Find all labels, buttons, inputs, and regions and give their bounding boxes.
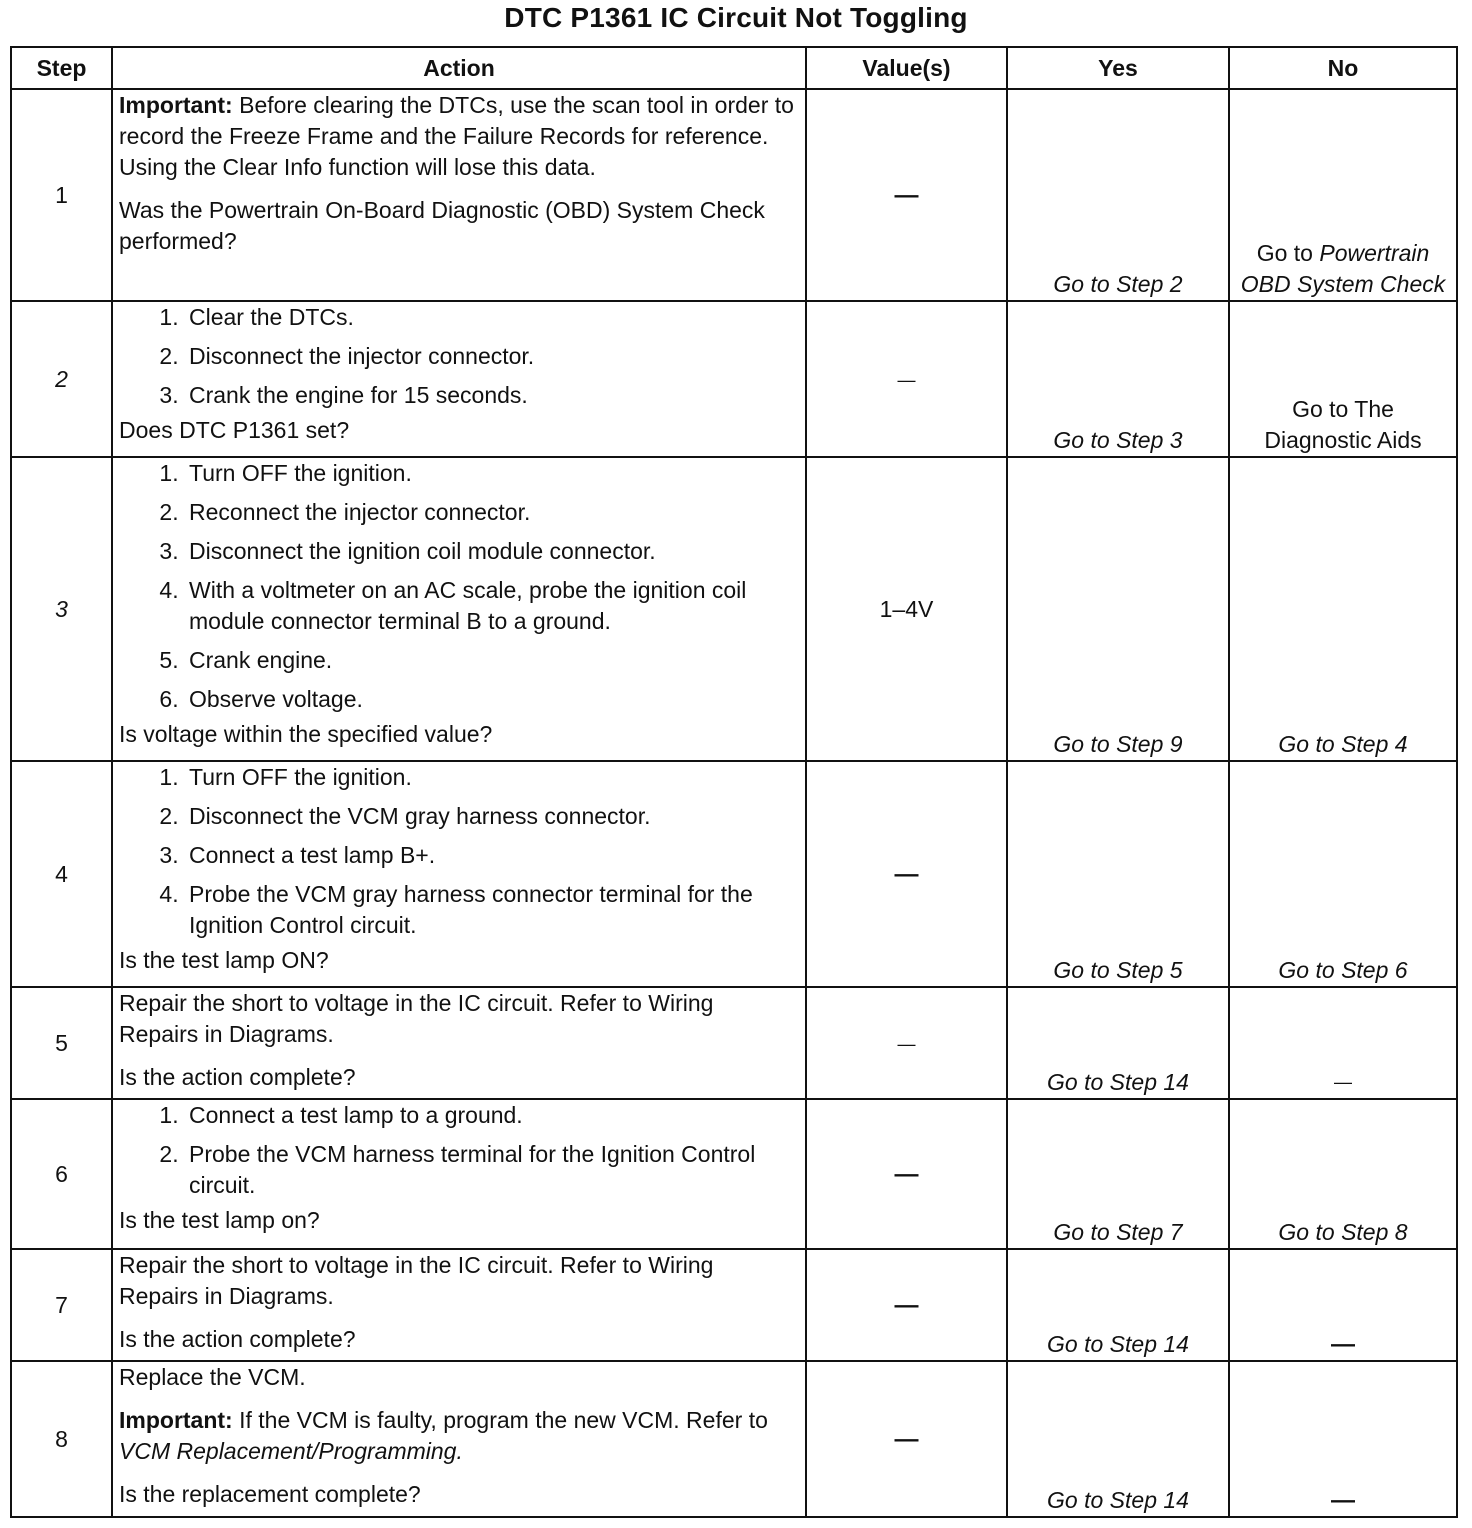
value-cell xyxy=(806,89,1007,301)
no-cell xyxy=(1229,987,1457,1099)
question-text: Was the Powertrain On-Board Diagnostic (OBD) System Check performed? xyxy=(119,197,765,254)
question-text: Is the test lamp ON? xyxy=(119,947,329,973)
procedure-item: 1. Turn OFF the ignition. xyxy=(185,762,799,793)
question-text: Does DTC P1361 set? xyxy=(119,417,350,443)
important-link-text[interactable]: VCM Replacement/Programming. xyxy=(119,1438,463,1464)
procedure-item: 4. With a voltmeter on an AC scale, probe the ignition coil module connector terminal B to a ground. xyxy=(185,575,799,637)
procedure-item: 3. Crank the engine for 15 seconds. xyxy=(185,380,799,411)
no-cell[interactable] xyxy=(1229,89,1457,301)
procedure-item: 5. Crank engine. xyxy=(185,645,799,676)
yes-cell[interactable]: Go to Step 2 xyxy=(1007,89,1229,301)
action-cell xyxy=(112,987,806,1099)
value-text: — xyxy=(894,1425,919,1453)
page-title: DTC P1361 IC Circuit Not Toggling xyxy=(504,2,968,33)
step-number: 5 xyxy=(11,987,112,1099)
action-cell xyxy=(112,761,806,987)
action-cell xyxy=(112,1249,806,1361)
step-number: 7 xyxy=(11,1249,112,1361)
important-text: Before clearing the DTCs, use the scan tool in order to record the Freeze Frame and the Failure Records for reference. Using the Clear Info function will lose this data. xyxy=(119,92,794,180)
question-text: Is the action complete? xyxy=(119,1326,356,1352)
procedure-item: 3. Disconnect the ignition coil module connector. xyxy=(185,536,799,567)
table-row xyxy=(11,457,1457,761)
no-cell[interactable]: Go to Step 6 xyxy=(1229,761,1457,987)
action-cell xyxy=(112,301,806,457)
procedure-list xyxy=(119,762,799,941)
value-cell xyxy=(806,1249,1007,1361)
header-values: Value(s) xyxy=(806,47,1007,89)
no-text: — xyxy=(1331,1331,1355,1358)
value-text: — xyxy=(894,1291,919,1319)
procedure-item: 1. Clear the DTCs. xyxy=(185,302,799,333)
yes-cell[interactable]: Go to Step 9 xyxy=(1007,457,1229,761)
procedure-item: 1. Connect a test lamp to a ground. xyxy=(185,1100,799,1131)
no-link-text[interactable]: Powertrain OBD System Check xyxy=(1240,240,1446,297)
value-cell xyxy=(806,761,1007,987)
table-row xyxy=(11,987,1457,1099)
step-number: 3 xyxy=(11,457,112,761)
table-row xyxy=(11,301,1457,457)
value-cell xyxy=(806,987,1007,1099)
no-cell[interactable]: Go to The Diagnostic Aids xyxy=(1229,301,1457,457)
value-text: — xyxy=(897,369,916,390)
no-cell[interactable]: Go to Step 8 xyxy=(1229,1099,1457,1249)
question-text: Is the action complete? xyxy=(119,1064,356,1090)
action-cell xyxy=(112,457,806,761)
procedure-item: 2. Probe the VCM harness terminal for the Ignition Control circuit. xyxy=(185,1139,799,1201)
yes-cell[interactable]: Go to Step 14 xyxy=(1007,987,1229,1099)
action-text: Repair the short to voltage in the IC circuit. Refer to Wiring Repairs in Diagrams. xyxy=(119,990,714,1047)
action-cell xyxy=(112,89,806,301)
action-cell xyxy=(112,1099,806,1249)
yes-cell[interactable]: Go to Step 7 xyxy=(1007,1099,1229,1249)
question-text: Is the test lamp on? xyxy=(119,1207,320,1233)
procedure-item: 1. Turn OFF the ignition. xyxy=(185,458,799,489)
procedure-item: 3. Connect a test lamp B+. xyxy=(185,840,799,871)
step-number: 1 xyxy=(11,89,112,301)
no-cell xyxy=(1229,1249,1457,1361)
header-step: Step xyxy=(11,47,112,89)
step-number: 8 xyxy=(11,1361,112,1517)
important-label: Important: xyxy=(119,1407,233,1433)
yes-cell[interactable]: Go to Step 5 xyxy=(1007,761,1229,987)
important-note xyxy=(119,1405,799,1467)
table-row xyxy=(11,89,1457,301)
yes-cell[interactable]: Go to Step 14 xyxy=(1007,1249,1229,1361)
action-text: Repair the short to voltage in the IC circuit. Refer to Wiring Repairs in Diagrams. xyxy=(119,1252,714,1309)
procedure-list xyxy=(119,1100,799,1201)
diagnostic-table xyxy=(10,46,1458,1518)
important-label: Important: xyxy=(119,92,233,118)
procedure-item: 2. Reconnect the injector connector. xyxy=(185,497,799,528)
value-text: 1–4V xyxy=(879,595,934,622)
table-header-row xyxy=(11,47,1457,89)
important-text: If the VCM is faulty, program the new VCM. Refer to xyxy=(232,1407,768,1433)
table-row xyxy=(11,761,1457,987)
step-number: 2 xyxy=(11,301,112,457)
table-row xyxy=(11,1361,1457,1517)
no-text: — xyxy=(1334,1072,1352,1092)
procedure-item: 2. Disconnect the injector connector. xyxy=(185,341,799,372)
value-text: — xyxy=(894,1160,919,1188)
action-cell xyxy=(112,1361,806,1517)
procedure-item: 4. Probe the VCM gray harness connector terminal for the Ignition Control circuit. xyxy=(185,879,799,941)
question-text: Is the replacement complete? xyxy=(119,1481,421,1507)
yes-cell[interactable]: Go to Step 14 xyxy=(1007,1361,1229,1517)
procedure-list xyxy=(119,302,799,411)
value-cell xyxy=(806,1099,1007,1249)
value-text: — xyxy=(897,1033,916,1054)
step-number: 4 xyxy=(11,761,112,987)
no-text: — xyxy=(1331,1487,1355,1514)
no-prefix: Go to xyxy=(1256,240,1320,266)
important-note xyxy=(119,90,799,183)
procedure-item: 6. Observe voltage. xyxy=(185,684,799,715)
header-action: Action xyxy=(112,47,806,89)
table-row xyxy=(11,1249,1457,1361)
no-cell[interactable]: Go to Step 4 xyxy=(1229,457,1457,761)
value-cell xyxy=(806,1361,1007,1517)
no-cell xyxy=(1229,1361,1457,1517)
yes-cell[interactable]: Go to Step 3 xyxy=(1007,301,1229,457)
action-text: Replace the VCM. xyxy=(119,1364,306,1390)
table-row xyxy=(11,1099,1457,1249)
step-number: 6 xyxy=(11,1099,112,1249)
procedure-item: 2. Disconnect the VCM gray harness connector. xyxy=(185,801,799,832)
value-text: — xyxy=(894,181,919,209)
procedure-list xyxy=(119,458,799,715)
header-no: No xyxy=(1229,47,1457,89)
value-text: — xyxy=(894,860,919,888)
header-yes: Yes xyxy=(1007,47,1229,89)
question-text: Is voltage within the specified value? xyxy=(119,721,493,747)
value-cell xyxy=(806,457,1007,761)
value-cell xyxy=(806,301,1007,457)
